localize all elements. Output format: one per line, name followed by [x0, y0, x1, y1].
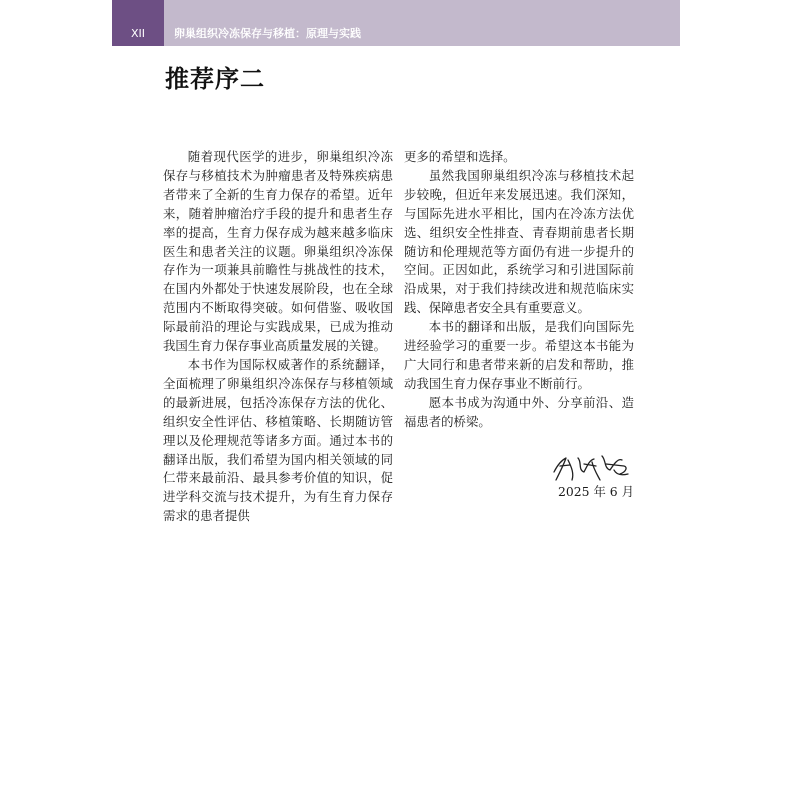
paragraph: 随着现代医学的进步，卵巢组织冷冻保存与移植技术为肿瘤患者及特殊疾病患者带来了全新的生育力保存的希望。近年来，随着肿瘤治疗手段的提升和患者生存率的提高，生育力保存成为越来越多临床医生和患者关注的议题。卵巢组织冷冻保存作为一项兼具前瞻性与挑战性的技术，在国内外都处于快速发展阶段，也在全球范围内不断取得突破。如何借鉴、吸收国际最前沿的理论与实践成果，已成为推动我国生育力保存事业高质量发展的关键。: [163, 149, 393, 354]
paragraph: 愿本书成为沟通中外、分享前沿、造福患者的桥梁。: [404, 394, 634, 429]
handwritten-signature-icon: [548, 450, 638, 484]
signature-date: 2025 年 6 月: [557, 484, 634, 499]
right-column: [404, 148, 634, 432]
paragraph: 虽然我国卵巢组织冷冻与移植技术起步较晚，但近年来发展迅速。我们深知，与国际先进水平相比，国内在冷冻方法优选、组织安全性排查、青春期前患者长期随访和伦理规范等方面仍有进一步提升的空间。正因如此，系统学习和引进国际前沿成果，对于我们持续改进和规范临床实践、保障患者安全具有重要意义。: [404, 167, 634, 316]
paragraph-continuation: 更多的希望和选择。: [404, 149, 516, 164]
paragraph: 本书的翻译和出版，是我们向国际先进经验学习的重要一步。希望这本书能为广大同行和患者带来新的启发和帮助，推动我国生育力保存事业不断前行。: [404, 319, 634, 391]
left-column: [163, 148, 393, 526]
running-header-title: 卵巢组织冷冻保存与移植：原理与实践: [174, 27, 361, 40]
paragraph: 本书作为国际权威著作的系统翻译，全面梳理了卵巢组织冷冻保存与移植领域的最新进展，包括冷冻保存方法的优化、组织安全性评估、移植策略、长期随访管理以及伦理规范等诸多方面。通过本书的翻译出版，我们希望为国内相关领域的同仁带来最前沿、最具参考价值的知识，促进学科交流与技术提升，为有生育力保存需求的患者提供: [163, 356, 393, 524]
page-number: XII: [130, 27, 146, 40]
chapter-title: 推荐序二: [165, 65, 265, 93]
